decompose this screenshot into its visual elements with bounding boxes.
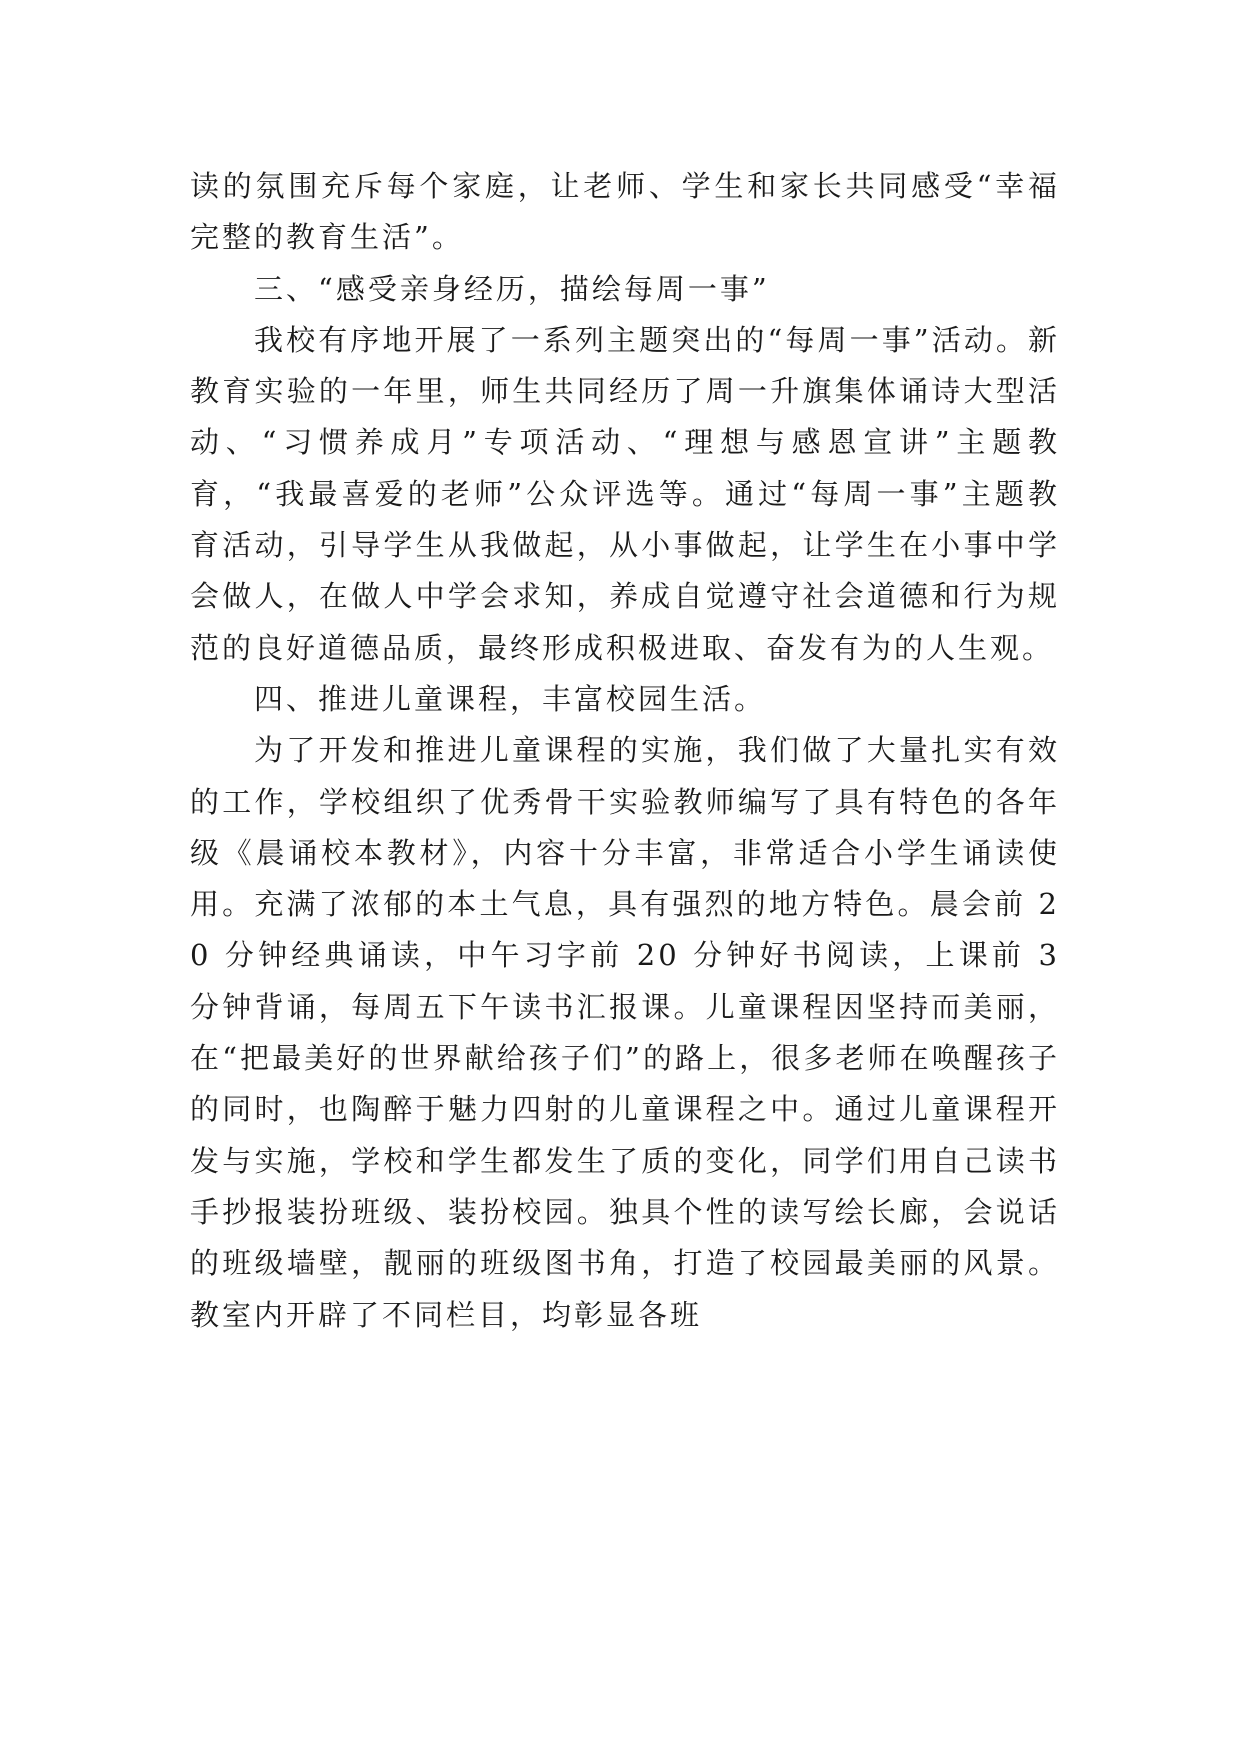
document-body	[190, 161, 1060, 1341]
paragraph-children-curriculum: 为了开发和推进儿童课程的实施，我们做了大量扎实有效的工作，学校组织了优秀骨干实验教师编写了具有特色的各年级《晨诵校本教材》，内容十分丰富，非常适合小学生诵读使用。充满了浓郁的本土气息，具有强烈的地方特色。晨会前 20 分钟经典诵读，中午习字前 20 分钟好书阅读，上课前 3 分钟背诵，每周五下午读书汇报课。儿童课程因坚持而美丽，在“把最美好的世界献给孩子们”的路上，很多老师在唤醒孩子的同时，也陶醉于魅力四射的儿童课程之中。通过儿童课程开发与实施，学校和学生都发生了质的变化，同学们用自己读书手抄报装扮班级、装扮校园。独具个性的读写绘长廊，会说话的班级墙壁，靓丽的班级图书角，打造了校园最美丽的风景。教室内开辟了不同栏目，均彰显各班	[190, 733, 1060, 1332]
section-heading-four: 四、推进儿童课程，丰富校园生活。	[254, 681, 767, 716]
paragraph-weekly-event: 我校有序地开展了一系列主题突出的“每周一事”活动。新教育实验的一年里，师生共同经历了周一升旗集体诵诗大型活动、“习惯养成月”专项活动、“理想与感恩宣讲”主题教育，“我最喜爱的老师”公众评选等。通过“每周一事”主题教育活动，引导学生从我做起，从小事做起，让学生在小事中学会做人，在做人中学会求知，养成自觉遵守社会道德和行为规范的良好道德品质，最终形成积极进取、奋发有为的人生观。	[190, 322, 1060, 665]
section-heading-three: 三、“感受亲身经历，描绘每周一事”	[254, 271, 770, 306]
paragraph-continuation: 读的氛围充斥每个家庭，让老师、学生和家长共同感受“幸福完整的教育生活”。	[190, 169, 1060, 255]
